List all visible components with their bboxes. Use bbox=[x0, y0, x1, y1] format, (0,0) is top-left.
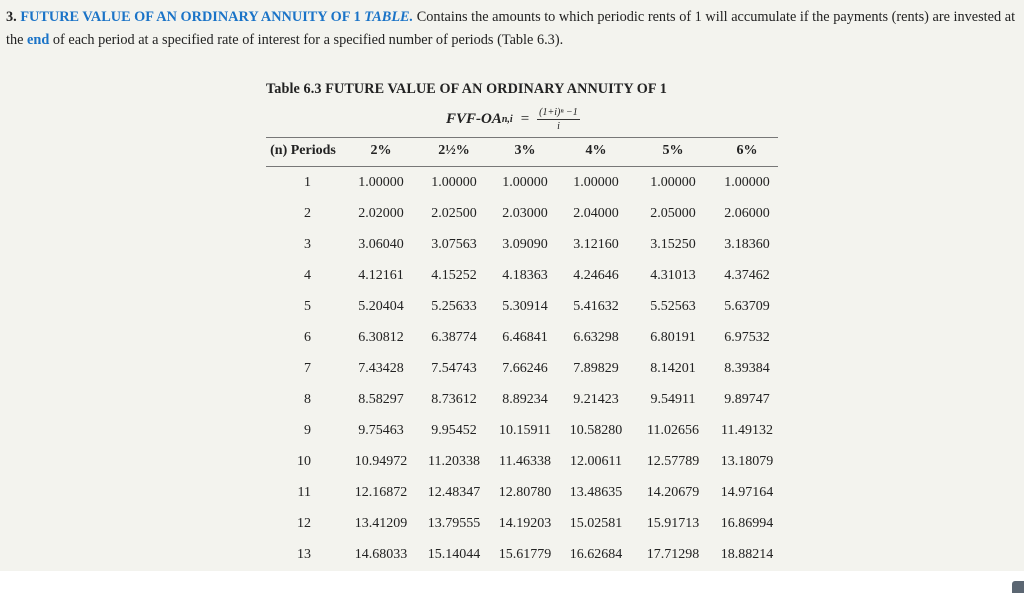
table-row bbox=[0, 485, 1024, 503]
value-cell: 12.57789 bbox=[646, 454, 700, 469]
value-cell: 6.38774 bbox=[431, 330, 477, 345]
period-cell: 12 bbox=[297, 516, 311, 531]
value-cell: 4.18363 bbox=[502, 268, 548, 283]
table-row bbox=[0, 206, 1024, 224]
period-cell: 7 bbox=[304, 361, 311, 376]
value-cell: 1.00000 bbox=[573, 175, 619, 190]
value-cell: 1.00000 bbox=[650, 175, 696, 190]
period-cell: 6 bbox=[304, 330, 311, 345]
header-col-3pct: 3% bbox=[514, 143, 536, 158]
table-row bbox=[0, 423, 1024, 441]
period-cell: 9 bbox=[304, 423, 311, 438]
table-row bbox=[0, 454, 1024, 472]
value-cell: 14.68033 bbox=[354, 547, 408, 562]
period-cell: 11 bbox=[297, 485, 311, 500]
value-cell: 5.63709 bbox=[724, 299, 770, 314]
table-header-rule bbox=[266, 166, 778, 167]
formula-subscript: n,i bbox=[501, 113, 513, 125]
table-row bbox=[0, 516, 1024, 534]
period-cell: 8 bbox=[304, 392, 311, 407]
emphasis-end: end bbox=[27, 32, 50, 48]
value-cell: 4.15252 bbox=[431, 268, 477, 283]
value-cell: 9.95452 bbox=[431, 423, 477, 438]
value-cell: 2.03000 bbox=[502, 206, 548, 221]
value-cell: 9.89747 bbox=[724, 392, 770, 407]
value-cell: 10.94972 bbox=[354, 454, 408, 469]
value-cell: 6.80191 bbox=[650, 330, 696, 345]
value-cell: 16.86994 bbox=[720, 516, 774, 531]
formula-lhs: FVF-OA bbox=[446, 110, 502, 127]
value-cell: 8.39384 bbox=[724, 361, 770, 376]
period-cell: 1 bbox=[304, 175, 311, 190]
value-cell: 14.20679 bbox=[646, 485, 700, 500]
value-cell: 12.80780 bbox=[498, 485, 552, 500]
value-cell: 4.12161 bbox=[358, 268, 404, 283]
value-cell: 9.75463 bbox=[358, 423, 404, 438]
value-cell: 13.18079 bbox=[720, 454, 774, 469]
value-cell: 3.15250 bbox=[650, 237, 696, 252]
value-cell: 3.12160 bbox=[573, 237, 619, 252]
table-row bbox=[0, 268, 1024, 286]
intro-text-2: of each period at a specified rate of interest for a specified number of periods (Table 6.3). bbox=[49, 32, 564, 48]
table-row bbox=[0, 392, 1024, 410]
value-cell: 1.00000 bbox=[431, 175, 477, 190]
value-cell: 7.89829 bbox=[573, 361, 619, 376]
value-cell: 2.05000 bbox=[650, 206, 696, 221]
value-cell: 5.41632 bbox=[573, 299, 619, 314]
formula-equals: = bbox=[520, 110, 530, 127]
value-cell: 18.88214 bbox=[720, 547, 774, 562]
section-heading-table: TABLE. bbox=[364, 9, 414, 25]
table-row bbox=[0, 547, 1024, 565]
header-col-6pct: 6% bbox=[736, 143, 758, 158]
value-cell: 5.20404 bbox=[358, 299, 404, 314]
intro-paragraph bbox=[6, 6, 1018, 52]
header-col-4pct: 4% bbox=[585, 143, 607, 158]
table-row bbox=[0, 299, 1024, 317]
period-cell: 2 bbox=[304, 206, 311, 221]
value-cell: 11.46338 bbox=[499, 454, 551, 469]
value-cell: 1.00000 bbox=[502, 175, 548, 190]
value-cell: 10.15911 bbox=[499, 423, 551, 438]
value-cell: 14.97164 bbox=[720, 485, 774, 500]
value-cell: 11.20338 bbox=[428, 454, 480, 469]
value-cell: 9.54911 bbox=[650, 392, 696, 407]
value-cell: 13.41209 bbox=[354, 516, 408, 531]
value-cell: 5.25633 bbox=[431, 299, 477, 314]
value-cell: 13.79555 bbox=[427, 516, 481, 531]
value-cell: 2.02000 bbox=[358, 206, 404, 221]
value-cell: 2.06000 bbox=[724, 206, 770, 221]
formula-denominator: i bbox=[557, 120, 560, 132]
value-cell: 15.61779 bbox=[498, 547, 552, 562]
value-cell: 15.02581 bbox=[569, 516, 623, 531]
value-cell: 7.66246 bbox=[502, 361, 548, 376]
value-cell: 13.48635 bbox=[569, 485, 623, 500]
table-row bbox=[0, 330, 1024, 348]
value-cell: 6.97532 bbox=[724, 330, 770, 345]
value-cell: 4.37462 bbox=[724, 268, 770, 283]
value-cell: 11.02656 bbox=[647, 423, 699, 438]
intro-text-1: Contains the amounts to which periodic rents of 1 will accumulate if the payments (rents) are invested at the bbox=[6, 9, 1016, 48]
period-cell: 4 bbox=[304, 268, 311, 283]
value-cell: 3.09090 bbox=[502, 237, 548, 252]
value-cell: 4.24646 bbox=[573, 268, 619, 283]
table-row bbox=[0, 175, 1024, 193]
value-cell: 9.21423 bbox=[573, 392, 619, 407]
value-cell: 12.00611 bbox=[570, 454, 622, 469]
value-cell: 16.62684 bbox=[569, 547, 623, 562]
value-cell: 12.16872 bbox=[354, 485, 408, 500]
value-cell: 14.19203 bbox=[498, 516, 552, 531]
value-cell: 7.54743 bbox=[431, 361, 477, 376]
value-cell: 12.48347 bbox=[427, 485, 481, 500]
value-cell: 3.07563 bbox=[431, 237, 477, 252]
period-cell: 5 bbox=[304, 299, 311, 314]
value-cell: 15.91713 bbox=[646, 516, 700, 531]
value-cell: 3.06040 bbox=[358, 237, 404, 252]
formula-numerator: (1+i)ⁿ −1 bbox=[539, 106, 578, 118]
value-cell: 6.30812 bbox=[358, 330, 404, 345]
value-cell: 8.58297 bbox=[358, 392, 404, 407]
value-cell: 8.73612 bbox=[431, 392, 477, 407]
value-cell: 8.14201 bbox=[650, 361, 696, 376]
value-cell: 1.00000 bbox=[724, 175, 770, 190]
value-cell: 5.52563 bbox=[650, 299, 696, 314]
table-row bbox=[0, 237, 1024, 255]
table-top-rule bbox=[266, 137, 778, 138]
value-cell: 6.63298 bbox=[573, 330, 619, 345]
value-cell: 1.00000 bbox=[358, 175, 404, 190]
table-row bbox=[0, 361, 1024, 379]
value-cell: 2.04000 bbox=[573, 206, 619, 221]
value-cell: 10.58280 bbox=[569, 423, 623, 438]
period-cell: 3 bbox=[304, 237, 311, 252]
value-cell: 15.14044 bbox=[427, 547, 481, 562]
period-cell: 10 bbox=[297, 454, 311, 469]
table-title: Table 6.3 FUTURE VALUE OF AN ORDINARY ANNUITY OF 1 bbox=[266, 81, 668, 97]
value-cell: 7.43428 bbox=[358, 361, 404, 376]
value-cell: 3.18360 bbox=[724, 237, 770, 252]
value-cell: 2.02500 bbox=[431, 206, 477, 221]
header-periods: (n) Periods bbox=[270, 143, 336, 158]
header-col-2pct: 2% bbox=[370, 143, 392, 158]
value-cell: 17.71298 bbox=[646, 547, 700, 562]
header-col-5pct: 5% bbox=[662, 143, 684, 158]
period-cell: 13 bbox=[297, 547, 311, 562]
value-cell: 4.31013 bbox=[650, 268, 696, 283]
annuity-formula bbox=[446, 104, 580, 134]
value-cell: 8.89234 bbox=[502, 392, 548, 407]
item-number: 3. bbox=[6, 9, 17, 25]
scroll-corner-icon[interactable] bbox=[1012, 581, 1024, 593]
section-heading: FUTURE VALUE OF AN ORDINARY ANNUITY OF 1 bbox=[20, 9, 361, 25]
value-cell: 11.49132 bbox=[721, 423, 773, 438]
table-header-row bbox=[0, 143, 1024, 163]
value-cell: 6.46841 bbox=[502, 330, 548, 345]
page-bottom-band bbox=[0, 571, 1024, 593]
value-cell: 5.30914 bbox=[502, 299, 548, 314]
header-col-2-5pct: 2½% bbox=[438, 143, 470, 158]
formula-fraction bbox=[537, 107, 580, 132]
